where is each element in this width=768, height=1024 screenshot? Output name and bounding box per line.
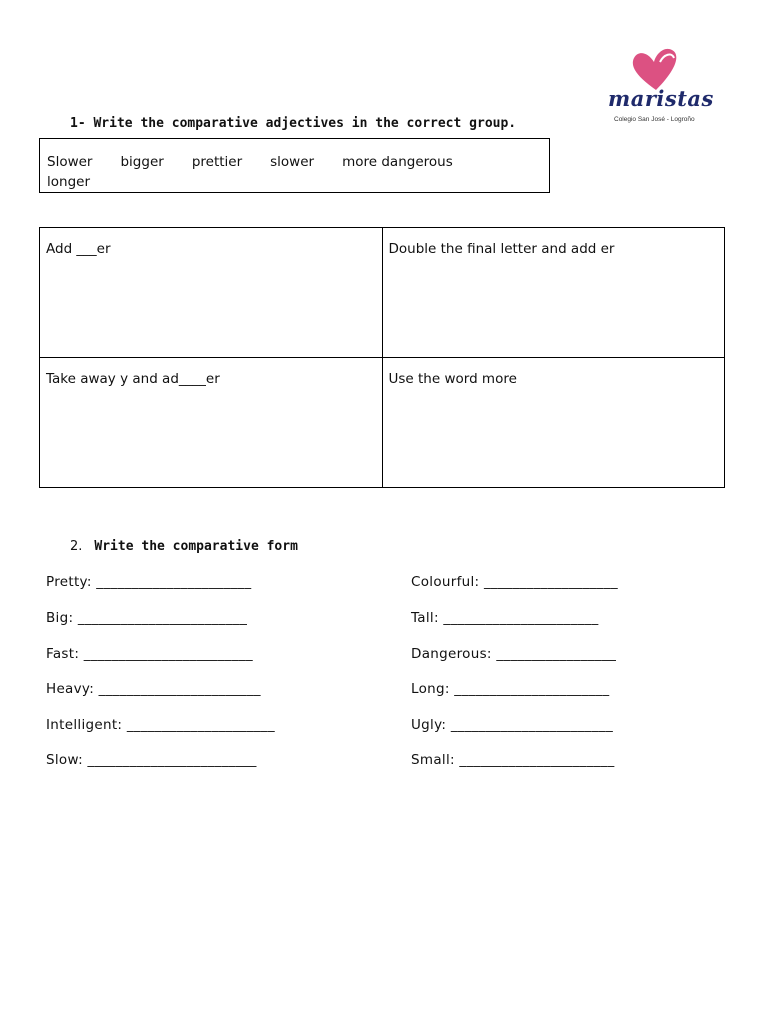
exercise-2-title [70,539,298,554]
answer-line[interactable]: Colourful: ___________________ [411,574,618,590]
group-cell[interactable]: Double the final letter and add er [382,228,725,358]
logo-wordmark: maristas [608,86,714,111]
group-cell[interactable]: Add ___er [40,228,383,358]
answer-line[interactable]: Dangerous: _________________ [411,646,617,662]
answer-line[interactable]: Big: ________________________ [46,610,248,626]
exercise-1-title: 1- Write the comparative adjectives in the correct group. [70,116,517,131]
exercise-2-heading: Write the comparative form [94,539,298,554]
table-row [40,358,725,488]
answer-line[interactable]: Tall: ______________________ [411,610,599,626]
word-bank-item: more dangerous [342,154,453,170]
answer-line[interactable]: Heavy: _______________________ [46,681,261,697]
word-bank [39,138,550,193]
word-bank-item: bigger [120,154,164,170]
answer-line[interactable]: Intelligent: _____________________ [46,717,275,733]
answer-line[interactable]: Fast: ________________________ [46,646,253,662]
answer-line[interactable]: Small: ______________________ [411,752,615,768]
exercise-2-number: 2. [70,539,83,554]
groups-table [39,227,725,488]
table-row [40,228,725,358]
answer-line[interactable]: Ugly: _______________________ [411,717,613,733]
group-cell[interactable]: Use the word more [382,358,725,488]
answer-line[interactable]: Pretty: ______________________ [46,574,252,590]
answer-line[interactable]: Long: ______________________ [411,681,610,697]
logo-subtitle: Colegio San José - Logroño [614,116,695,123]
school-logo [604,44,714,130]
group-cell[interactable]: Take away y and ad____er [40,358,383,488]
word-bank-item: slower [270,154,315,170]
word-bank-item: Slower [47,154,93,170]
answer-line[interactable]: Slow: ________________________ [46,752,257,768]
word-bank-item: prettier [191,154,243,170]
word-bank-item: longer [47,174,90,190]
